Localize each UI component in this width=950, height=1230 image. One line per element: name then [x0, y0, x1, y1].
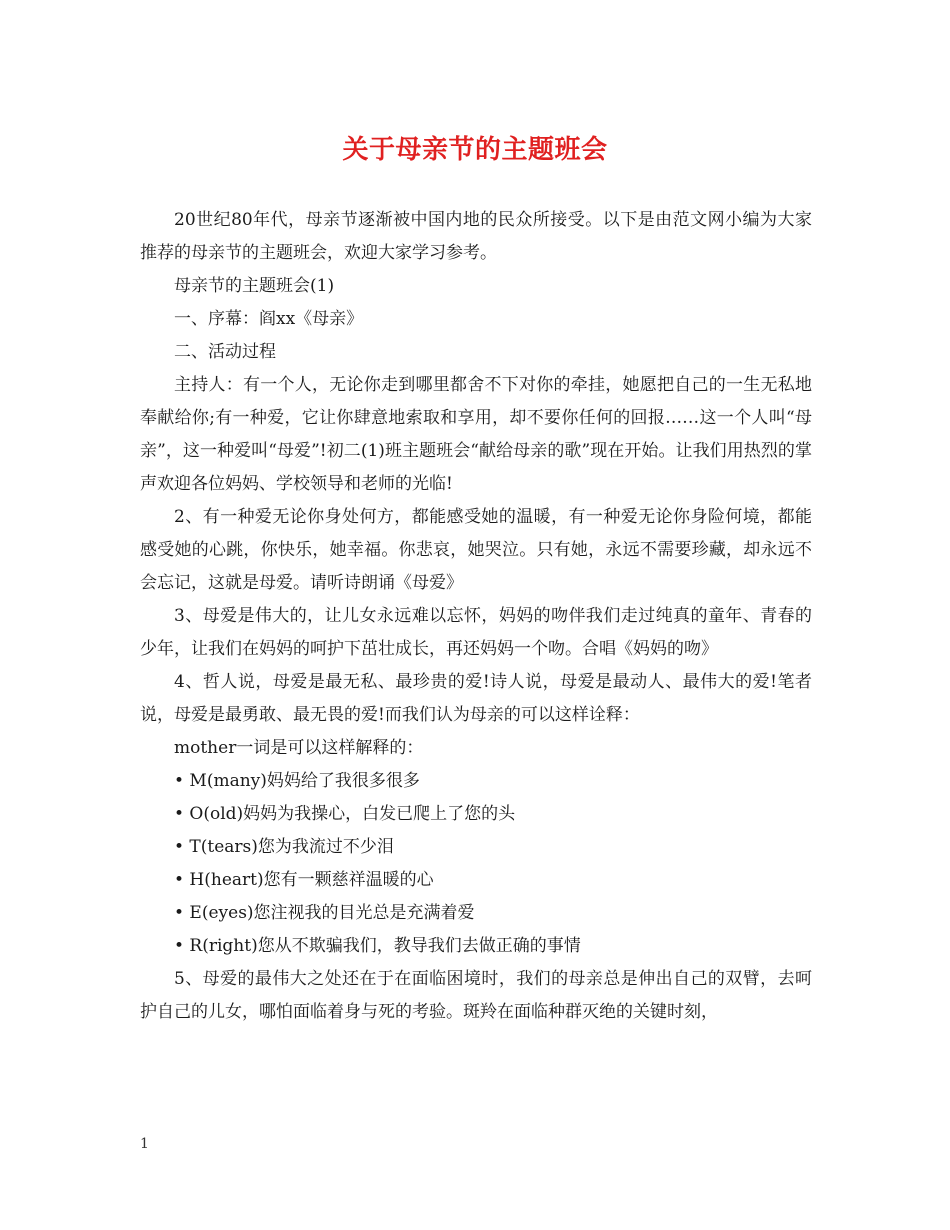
bullet-item: • E(eyes)您注视我的目光总是充满着爱	[174, 903, 475, 923]
paragraph: 3、母爱是伟大的，让儿女永远难以忘怀，妈妈的吻伴我们走过纯真的童年、青春的少年，让我们在妈妈的呵护下茁壮成长，再还妈妈一个吻。合唱《妈妈的吻》	[140, 606, 812, 659]
paragraph: 4、哲人说，母爱是最无私、最珍贵的爱!诗人说，母爱是最动人、最伟大的爱!笔者说，母爱是最勇敢、最无畏的爱!而我们认为母亲的可以这样诠释：	[140, 672, 812, 725]
list-item: 一、序幕：阎xx《母亲》	[174, 309, 364, 329]
bullet-item: • O(old)妈妈为我操心，白发已爬上了您的头	[174, 804, 516, 824]
document-title: 关于母亲节的主题班会	[342, 135, 608, 165]
bullet-item: • H(heart)您有一颗慈祥温暖的心	[174, 870, 434, 890]
section-heading: 母亲节的主题班会(1)	[174, 276, 335, 296]
paragraph-intro: 20世纪80年代，母亲节逐渐被中国内地的民众所接受。以下是由范文网小编为大家推荐的母亲节的主题班会，欢迎大家学习参考。	[140, 210, 812, 263]
list-item: 二、活动过程	[174, 342, 276, 362]
page-number: 1	[140, 1136, 149, 1152]
bullet-item: • T(tears)您为我流过不少泪	[174, 837, 394, 857]
paragraph: mother一词是可以这样解释的：	[174, 738, 424, 758]
bullet-item: • R(right)您从不欺骗我们，教导我们去做正确的事情	[174, 936, 581, 956]
bullet-item: • M(many)妈妈给了我很多很多	[174, 771, 420, 791]
paragraph: 主持人：有一个人，无论你走到哪里都舍不下对你的牵挂，她愿把自己的一生无私地奉献给你;有一种爱，它让你肆意地索取和享用，却不要你任何的回报……这一个人叫“母亲”，这一种爱叫“母爱”!初二(1)班主题班会“献给母亲的歌”现在开始。让我们用热烈的掌声欢迎各位妈妈、学校领导和老师的光临!	[140, 375, 812, 494]
document-body	[140, 204, 812, 1029]
paragraph: 2、有一种爱无论你身处何方，都能感受她的温暖，有一种爱无论你身险何境，都能感受她的心跳，你快乐，她幸福。你悲哀，她哭泣。只有她，永远不需要珍藏，却永远不会忘记，这就是母爱。请听诗朗诵《母爱》	[140, 507, 812, 593]
paragraph: 5、母爱的最伟大之处还在于在面临困境时，我们的母亲总是伸出自己的双臂，去呵护自己的儿女，哪怕面临着身与死的考验。斑羚在面临种群灭绝的关键时刻，	[140, 969, 812, 1022]
